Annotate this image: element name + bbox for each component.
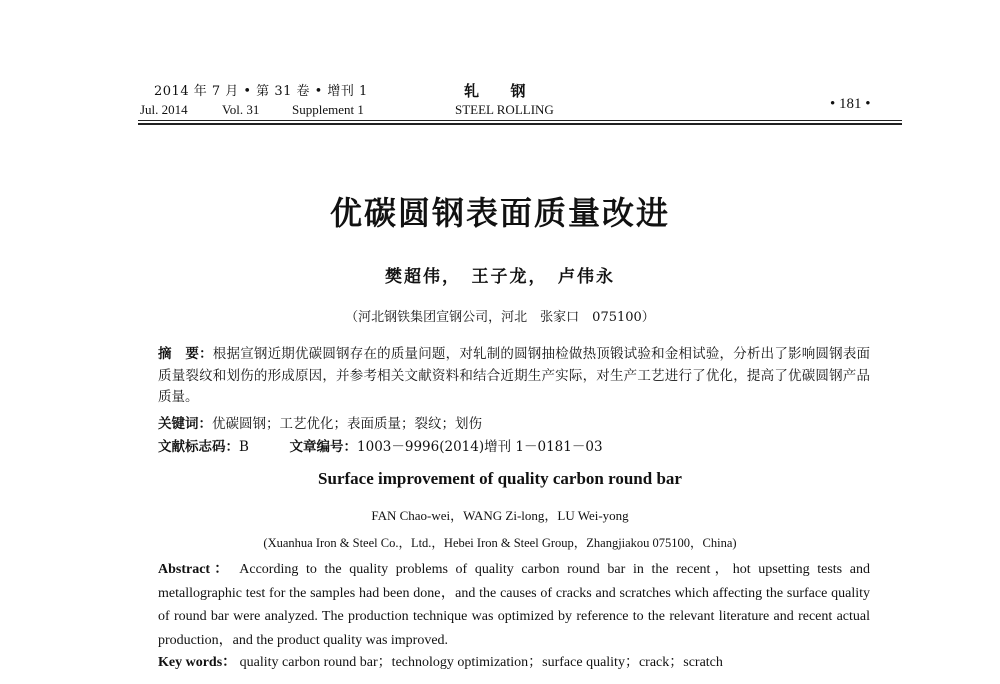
header-issue-en-vol: Vol. 31 [222, 102, 260, 117]
abstract-en-text: According to the quality problems of quality carbon round bar in the recent，hot upsetting tests and metallographic test for the samples had been done，and the causes of cracks and scratches which affecting the surface quality of round bar were analyzed. The production technique was optimized by reference to the relevant literature and recent actual production，and the product quality was improved. [158, 562, 870, 648]
keywords-cn-label: 关键词： [158, 416, 212, 432]
article-title-cn: 优碳圆钢表面质量改进 [329, 194, 670, 232]
page-number: • 181 • [830, 96, 871, 112]
abstract-cn [158, 344, 870, 409]
keywords-cn-text: 优碳圆钢；工艺优化；表面质量；裂纹；划伤 [212, 416, 482, 432]
header-rule-bottom [138, 123, 902, 125]
keywords-en-label: Key words： [158, 655, 237, 670]
doc-code-value: B [239, 439, 249, 455]
keywords-en [158, 651, 870, 671]
header-issue-en-date: Jul. 2014 [140, 102, 188, 117]
abstract-en-label: Abstract： [158, 562, 233, 577]
header-journal-en: STEEL ROLLING [455, 102, 554, 117]
authors-en: FAN Chao-wei，WANG Zi-long，LU Wei-yong [371, 508, 629, 523]
article-number-label: 文章编号： [289, 439, 358, 455]
article-title-en: Surface improvement of quality carbon round bar [318, 469, 682, 488]
keywords-cn [158, 414, 870, 436]
abstract-cn-text: 根据宣钢近期优碳圆钢存在的质量问题，对轧制的圆钢抽检做热顶锻试验和金相试验，分析出了影响圆钢表面质量裂纹和划伤的形成原因，并参考相关文献资料和结合近期生产实际，对生产工艺进行了优化，提高了优碳圆钢产品质量。 [158, 346, 871, 405]
doc-code-label: 文献标志码： [158, 439, 239, 455]
header-journal-cn: 轧 钢 [464, 82, 527, 100]
article-number-value: 1003－9996(2014)增刊 1－0181－03 [357, 439, 603, 455]
keywords-en-text: quality carbon round bar；technology optimization；surface quality；crack；scratch [239, 655, 723, 670]
header-issue-cn: 2014 年 7 月 • 第 31 卷 • 增刊 1 [154, 84, 368, 99]
authors-cn: 樊超伟， 王子龙， 卢伟永 [385, 267, 615, 287]
abstract-en [158, 558, 870, 652]
header-issue-en-supp: Supplement 1 [292, 102, 364, 117]
header-rule-top [138, 120, 902, 121]
abstract-cn-label: 摘 要： [158, 346, 213, 362]
doc-codes [158, 437, 870, 459]
affiliation-cn: （河北钢铁集团宣钢公司，河北 张家口 075100） [345, 310, 655, 325]
affiliation-en: (Xuanhua Iron & Steel Co.，Ltd.，Hebei Iron & Steel Group，Zhangjiakou 075100，China) [263, 536, 737, 550]
